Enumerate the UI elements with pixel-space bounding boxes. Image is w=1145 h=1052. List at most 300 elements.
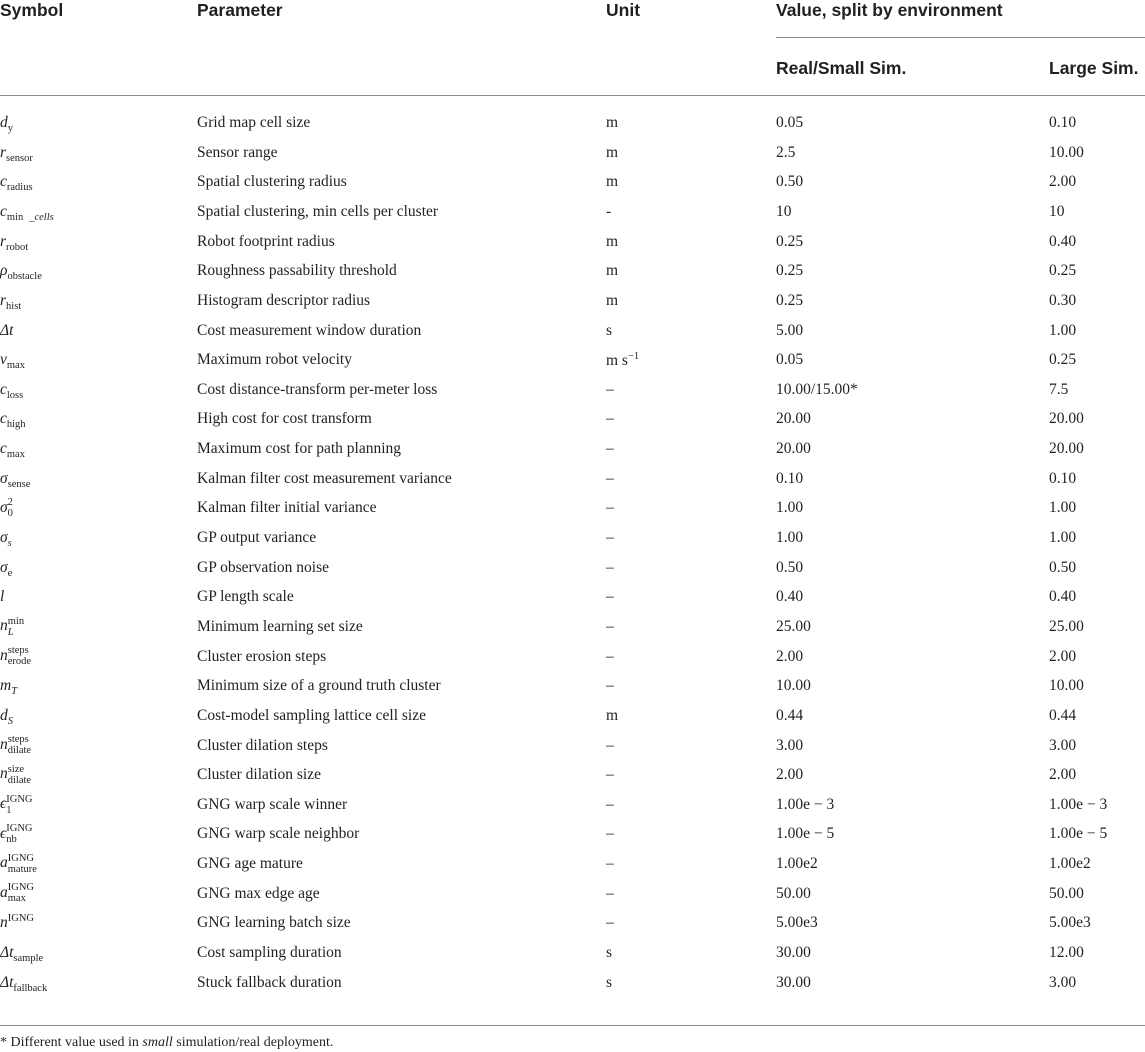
symbol-base: r xyxy=(0,232,7,250)
table-row xyxy=(0,612,1145,642)
large-value-cell: 0.10 xyxy=(1049,114,1077,132)
symbol-base: n xyxy=(0,646,8,664)
unit-cell xyxy=(606,701,776,731)
unit-cell xyxy=(606,553,776,583)
unit-cell xyxy=(606,138,776,168)
real-small-value-cell: 25.00 xyxy=(776,617,811,635)
unit-cell xyxy=(606,790,776,820)
large-value-cell: 1.00e − 5 xyxy=(1049,825,1108,843)
symbol xyxy=(0,944,44,965)
symbol-cell xyxy=(0,730,197,760)
table-row xyxy=(0,434,1145,464)
unit-text: – xyxy=(606,766,614,784)
table-row xyxy=(0,227,1145,257)
unit-cell xyxy=(606,879,776,909)
real-small-value-cell: 0.25 xyxy=(776,291,804,309)
parameter-cell: Histogram descriptor radius xyxy=(197,291,371,309)
symbol xyxy=(0,615,25,638)
unit-cell xyxy=(606,582,776,612)
symbol-subscript: mature xyxy=(7,863,37,875)
parameter-cell: Kalman filter cost measurement variance xyxy=(197,469,452,487)
symbol xyxy=(0,793,33,816)
real-small-value-cell: 30.00 xyxy=(776,944,811,961)
symbol-superscript: IGNG xyxy=(6,823,33,835)
parameter-cell: Grid map cell size xyxy=(197,114,311,132)
symbol-base: σ xyxy=(0,558,8,576)
symbol-subscript-suffix: _cells xyxy=(29,212,54,224)
real-small-value-cell: 0.50 xyxy=(776,558,804,576)
unit-cell xyxy=(606,612,776,642)
symbol-cell xyxy=(0,227,197,257)
symbol-cell xyxy=(0,553,197,583)
symbol-subscript: sample xyxy=(13,953,44,965)
symbol-base: c xyxy=(0,202,7,220)
symbol-cell xyxy=(0,879,197,909)
symbol-cell xyxy=(0,464,197,494)
unit-text: m xyxy=(606,232,619,250)
symbol-subscript: sense xyxy=(7,478,31,490)
table-row xyxy=(0,108,1145,138)
symbol-base: a xyxy=(0,884,8,902)
table-row xyxy=(0,849,1145,879)
parameter-table xyxy=(0,108,1145,997)
unit-text: – xyxy=(606,499,614,517)
symbol-subscript: max xyxy=(7,893,26,905)
symbol-subscript: e xyxy=(7,567,13,579)
symbol-superscript: steps xyxy=(7,734,29,746)
unit-cell xyxy=(606,404,776,434)
unit-text: – xyxy=(606,529,614,547)
real-small-value-cell: 2.5 xyxy=(776,143,796,161)
symbol-base: m xyxy=(0,677,12,695)
large-value-cell: 1.00 xyxy=(1049,529,1077,547)
header-real-small: Real/Small Sim. xyxy=(776,58,907,78)
real-small-value-cell: 0.05 xyxy=(776,351,804,369)
header-parameter: Parameter xyxy=(197,0,283,20)
symbol-base: ρ xyxy=(0,262,8,280)
symbol-subscript: dilate xyxy=(7,745,32,757)
symbol-base: n xyxy=(0,765,8,783)
table-bottom-rule xyxy=(0,1025,1145,1026)
symbol-base: c xyxy=(0,440,7,458)
symbol-cell xyxy=(0,256,197,286)
parameter-cell: Robot footprint radius xyxy=(197,232,335,250)
table-row xyxy=(0,819,1145,849)
unit-cell xyxy=(606,197,776,227)
symbol-base: n xyxy=(0,617,8,635)
parameter-cell: Minimum learning set size xyxy=(197,617,363,635)
symbol xyxy=(0,852,37,875)
symbol xyxy=(0,973,48,994)
unit-cell xyxy=(606,523,776,553)
unit-cell xyxy=(606,345,776,375)
unit-text: – xyxy=(606,736,614,754)
table-row xyxy=(0,671,1145,701)
table-row xyxy=(0,968,1145,998)
unit-cell xyxy=(606,227,776,257)
symbol-base: Δt xyxy=(0,944,14,961)
symbol-subscript: nb xyxy=(6,834,17,846)
real-small-value-cell: 1.00e − 3 xyxy=(776,795,835,813)
table-row xyxy=(0,167,1145,197)
symbol xyxy=(0,262,42,283)
symbol-cell xyxy=(0,108,197,138)
large-value-cell: 1.00e − 3 xyxy=(1049,795,1108,813)
parameter-cell: GNG age mature xyxy=(197,855,303,873)
symbol xyxy=(0,173,33,194)
unit-text: – xyxy=(606,825,614,843)
real-small-value-cell: 0.25 xyxy=(776,262,804,280)
table-row xyxy=(0,256,1145,286)
unit-cell xyxy=(606,108,776,138)
parameter-cell: Maximum cost for path planning xyxy=(197,440,402,458)
parameter-cell: GNG max edge age xyxy=(197,884,320,902)
large-value-cell: 10.00 xyxy=(1049,143,1084,161)
table-row xyxy=(0,879,1145,909)
unit-text: – xyxy=(606,558,614,576)
symbol xyxy=(0,588,4,605)
symbol-superscript: IGNG xyxy=(6,793,33,805)
parameter-cell: GP output variance xyxy=(197,529,317,547)
symbol-base: σ xyxy=(0,498,8,516)
parameter-cell: High cost for cost transform xyxy=(197,410,372,428)
table-row xyxy=(0,582,1145,612)
symbol-base: a xyxy=(0,854,8,872)
large-value-cell: 10 xyxy=(1049,202,1065,220)
symbol-cell xyxy=(0,760,197,790)
symbol xyxy=(0,529,12,550)
parameter-cell: GNG learning batch size xyxy=(197,914,351,932)
unit-text: – xyxy=(606,914,614,932)
symbol-subscript: L xyxy=(7,626,14,638)
symbol-subscript: sensor xyxy=(6,152,33,164)
unit-cell xyxy=(606,908,776,938)
symbol-base: l xyxy=(0,588,5,606)
real-small-value-cell: 0.40 xyxy=(776,588,804,606)
parameter-cell: Cluster dilation size xyxy=(197,766,321,784)
parameter-cell: Spatial clustering, min cells per cluster xyxy=(197,202,439,220)
parameter-cell: Cost sampling duration xyxy=(197,944,342,961)
large-value-cell: 2.00 xyxy=(1049,766,1077,784)
symbol-superscript: IGNG xyxy=(7,913,34,925)
table-row xyxy=(0,138,1145,168)
symbol-subscript: s xyxy=(7,538,12,550)
real-small-value-cell: 1.00e − 5 xyxy=(776,825,835,843)
unit-cell xyxy=(606,671,776,701)
symbol-cell xyxy=(0,523,197,553)
large-value-cell: 50.00 xyxy=(1049,884,1084,902)
unit-text: – xyxy=(606,677,614,695)
symbol-cell xyxy=(0,671,197,701)
symbol-subscript: erode xyxy=(7,656,32,668)
symbol-base: σ xyxy=(0,529,8,547)
real-small-value-cell: 0.25 xyxy=(776,232,804,250)
unit-cell xyxy=(606,286,776,316)
footnote-emphasis: small xyxy=(142,1035,173,1050)
unit-text: – xyxy=(606,617,614,635)
symbol-base: r xyxy=(0,143,7,161)
symbol-cell xyxy=(0,790,197,820)
unit-text: – xyxy=(606,795,614,813)
symbol-base: ϵ xyxy=(0,795,7,813)
symbol-subscript: max xyxy=(6,449,25,461)
symbol-superscript: 2 xyxy=(7,497,13,509)
header-large: Large Sim. xyxy=(1049,58,1139,78)
symbol-cell xyxy=(0,642,197,672)
symbol xyxy=(0,322,13,339)
unit-cell xyxy=(606,256,776,286)
unit-text: m xyxy=(606,173,619,191)
unit-text: s xyxy=(606,973,613,991)
unit-cell xyxy=(606,375,776,405)
parameter-cell: Cluster erosion steps xyxy=(197,647,327,665)
symbol xyxy=(0,823,33,846)
table-row xyxy=(0,938,1145,968)
symbol-subscript: hist xyxy=(6,301,22,312)
real-small-value-cell: 10 xyxy=(776,202,792,220)
symbol-subscript: high xyxy=(6,419,26,431)
symbol-cell xyxy=(0,612,197,642)
real-small-value-cell: 3.00 xyxy=(776,736,804,754)
large-value-cell: 5.00e3 xyxy=(1049,914,1091,932)
large-value-cell: 0.30 xyxy=(1049,291,1077,309)
large-value-cell: 0.40 xyxy=(1049,588,1077,606)
symbol-subscript: min xyxy=(6,212,24,224)
table-row xyxy=(0,760,1145,790)
table-row xyxy=(0,642,1145,672)
symbol-base: d xyxy=(0,114,8,132)
header-value-group: Value, split by environment xyxy=(776,0,1003,20)
symbol-cell xyxy=(0,968,197,998)
footnote-prefix: * Different value used in xyxy=(0,1035,143,1050)
large-value-cell: 3.00 xyxy=(1049,973,1077,991)
symbol-cell xyxy=(0,345,197,375)
symbol-subscript: radius xyxy=(6,182,33,194)
parameter-cell: Spatial clustering radius xyxy=(197,173,347,191)
real-small-value-cell: 0.10 xyxy=(776,469,804,487)
unit-text: – xyxy=(606,855,614,873)
footnote-suffix: simulation/real deployment. xyxy=(172,1035,334,1050)
parameter-cell: GNG warp scale winner xyxy=(197,795,348,813)
unit-cell xyxy=(606,968,776,998)
parameter-cell: Cost-model sampling lattice cell size xyxy=(197,706,426,724)
symbol-superscript: IGNG xyxy=(7,882,34,894)
symbol xyxy=(0,469,31,490)
parameter-cell: GP length scale xyxy=(197,588,294,606)
table-row xyxy=(0,553,1145,583)
parameter-cell: Cluster dilation steps xyxy=(197,736,328,754)
symbol xyxy=(0,351,25,372)
symbol-subscript: max xyxy=(6,360,25,372)
symbol-base: v xyxy=(0,351,7,369)
symbol-superscript: IGNG xyxy=(7,852,34,864)
unit-text: m xyxy=(606,706,619,724)
symbol-cell xyxy=(0,404,197,434)
unit-text: – xyxy=(606,469,614,487)
header-unit: Unit xyxy=(606,0,641,20)
table-row xyxy=(0,286,1145,316)
symbol xyxy=(0,202,54,224)
unit-text: m xyxy=(606,114,619,132)
parameter-cell: Minimum size of a ground truth cluster xyxy=(197,677,441,695)
symbol xyxy=(0,410,26,431)
unit-cell xyxy=(606,315,776,345)
unit-text: – xyxy=(606,588,614,606)
parameter-cell: Roughness passability threshold xyxy=(197,262,397,280)
real-small-value-cell: 30.00 xyxy=(776,973,811,991)
symbol-superscript: min xyxy=(7,615,25,627)
symbol-base: σ xyxy=(0,469,8,487)
unit-text: m xyxy=(606,262,619,280)
unit-text: – xyxy=(606,380,614,398)
parameter-table-body xyxy=(0,108,1145,997)
unit-cell xyxy=(606,464,776,494)
large-value-cell: 20.00 xyxy=(1049,410,1084,428)
symbol xyxy=(0,558,13,579)
symbol-subscript: y xyxy=(7,123,13,135)
large-value-cell: 0.40 xyxy=(1049,232,1077,250)
parameter-cell: Sensor range xyxy=(197,143,278,161)
symbol xyxy=(0,645,32,668)
symbol-cell xyxy=(0,138,197,168)
table-row xyxy=(0,523,1145,553)
symbol-base: c xyxy=(0,410,7,428)
symbol-subscript: obstacle xyxy=(7,271,42,283)
symbol xyxy=(0,763,32,786)
unit-superscript: −1 xyxy=(627,350,640,362)
symbol-subscript: T xyxy=(11,686,18,698)
real-small-value-cell: 2.00 xyxy=(776,647,804,665)
footnote xyxy=(0,1035,333,1051)
parameter-cell: GP observation noise xyxy=(197,558,330,576)
symbol-cell xyxy=(0,849,197,879)
parameter-cell: GNG warp scale neighbor xyxy=(197,825,360,843)
symbol-base: n xyxy=(0,914,8,932)
symbol-cell xyxy=(0,701,197,731)
parameter-cell: Maximum robot velocity xyxy=(197,351,352,369)
symbol-subscript: dilate xyxy=(7,774,32,786)
unit-text: – xyxy=(606,410,614,428)
unit-cell xyxy=(606,167,776,197)
large-value-cell: 1.00 xyxy=(1049,499,1077,517)
table-row xyxy=(0,908,1145,938)
symbol-cell xyxy=(0,315,197,345)
unit-text: – xyxy=(606,884,614,902)
unit-cell xyxy=(606,434,776,464)
unit-cell xyxy=(606,819,776,849)
table-row xyxy=(0,790,1145,820)
symbol-base: c xyxy=(0,173,7,191)
large-value-cell: 0.44 xyxy=(1049,706,1077,724)
real-small-value-cell: 50.00 xyxy=(776,884,811,902)
header-bottom-rule xyxy=(0,95,1145,96)
symbol xyxy=(0,232,29,253)
unit-text: - xyxy=(606,202,612,220)
symbol-subscript: loss xyxy=(6,389,24,401)
symbol xyxy=(0,440,25,461)
symbol xyxy=(0,734,32,757)
symbol-cell xyxy=(0,493,197,523)
symbol-base: d xyxy=(0,706,8,724)
real-small-value-cell: 5.00 xyxy=(776,321,804,339)
symbol xyxy=(0,706,13,727)
real-small-value-cell: 1.00 xyxy=(776,499,804,517)
real-small-value-cell: 2.00 xyxy=(776,766,804,784)
symbol-cell xyxy=(0,375,197,405)
symbol-cell xyxy=(0,167,197,197)
unit-text: s xyxy=(606,321,613,339)
real-small-value-cell: 0.05 xyxy=(776,114,804,132)
unit-cell xyxy=(606,642,776,672)
unit-text: s xyxy=(606,944,613,961)
real-small-value-cell: 0.44 xyxy=(776,706,804,724)
symbol xyxy=(0,677,18,698)
symbol-cell xyxy=(0,434,197,464)
real-small-value-cell: 10.00 xyxy=(776,677,811,695)
symbol-cell xyxy=(0,582,197,612)
symbol xyxy=(0,380,24,401)
table-row xyxy=(0,701,1145,731)
symbol-base: r xyxy=(0,291,7,309)
table-row xyxy=(0,315,1145,345)
unit-cell xyxy=(606,730,776,760)
header-group-rule xyxy=(776,37,1145,38)
large-value-cell: 2.00 xyxy=(1049,173,1077,191)
symbol xyxy=(0,291,22,312)
unit-text: – xyxy=(606,440,614,458)
symbol-base: Δt xyxy=(0,973,14,991)
large-value-cell: 7.5 xyxy=(1049,380,1069,398)
unit-cell xyxy=(606,849,776,879)
symbol-base: n xyxy=(0,735,8,753)
table-row xyxy=(0,197,1145,227)
unit-text: m xyxy=(606,291,619,309)
header-symbol: Symbol xyxy=(0,0,64,20)
symbol-cell xyxy=(0,819,197,849)
symbol-cell xyxy=(0,286,197,316)
symbol-subscript: S xyxy=(7,715,13,727)
large-value-cell: 0.10 xyxy=(1049,469,1077,487)
large-value-cell: 3.00 xyxy=(1049,736,1077,754)
large-value-cell: 20.00 xyxy=(1049,440,1084,458)
unit-cell xyxy=(606,760,776,790)
parameter-cell: Cost measurement window duration xyxy=(197,321,422,339)
table-row xyxy=(0,404,1145,434)
large-value-cell: 1.00 xyxy=(1049,321,1077,339)
large-value-cell: 0.50 xyxy=(1049,558,1077,576)
table-row xyxy=(0,375,1145,405)
symbol-base: Δt xyxy=(0,321,14,339)
unit-text: m s xyxy=(606,351,628,369)
large-value-cell: 2.00 xyxy=(1049,647,1077,665)
symbol-base: c xyxy=(0,380,7,398)
real-small-value-cell: 1.00 xyxy=(776,529,804,547)
large-value-cell: 1.00e2 xyxy=(1049,855,1091,873)
large-value-cell: 0.25 xyxy=(1049,351,1077,369)
unit-cell xyxy=(606,938,776,968)
unit-text: – xyxy=(606,647,614,665)
symbol-cell xyxy=(0,197,197,227)
table-row xyxy=(0,345,1145,375)
unit-cell xyxy=(606,493,776,523)
symbol-subscript: fallback xyxy=(13,982,48,994)
symbol-subscript: robot xyxy=(6,241,29,253)
symbol xyxy=(0,114,13,135)
symbol-superscript: size xyxy=(7,763,25,775)
large-value-cell: 12.00 xyxy=(1049,944,1084,961)
parameter-cell: Kalman filter initial variance xyxy=(197,499,377,517)
real-small-value-cell: 0.50 xyxy=(776,173,804,191)
